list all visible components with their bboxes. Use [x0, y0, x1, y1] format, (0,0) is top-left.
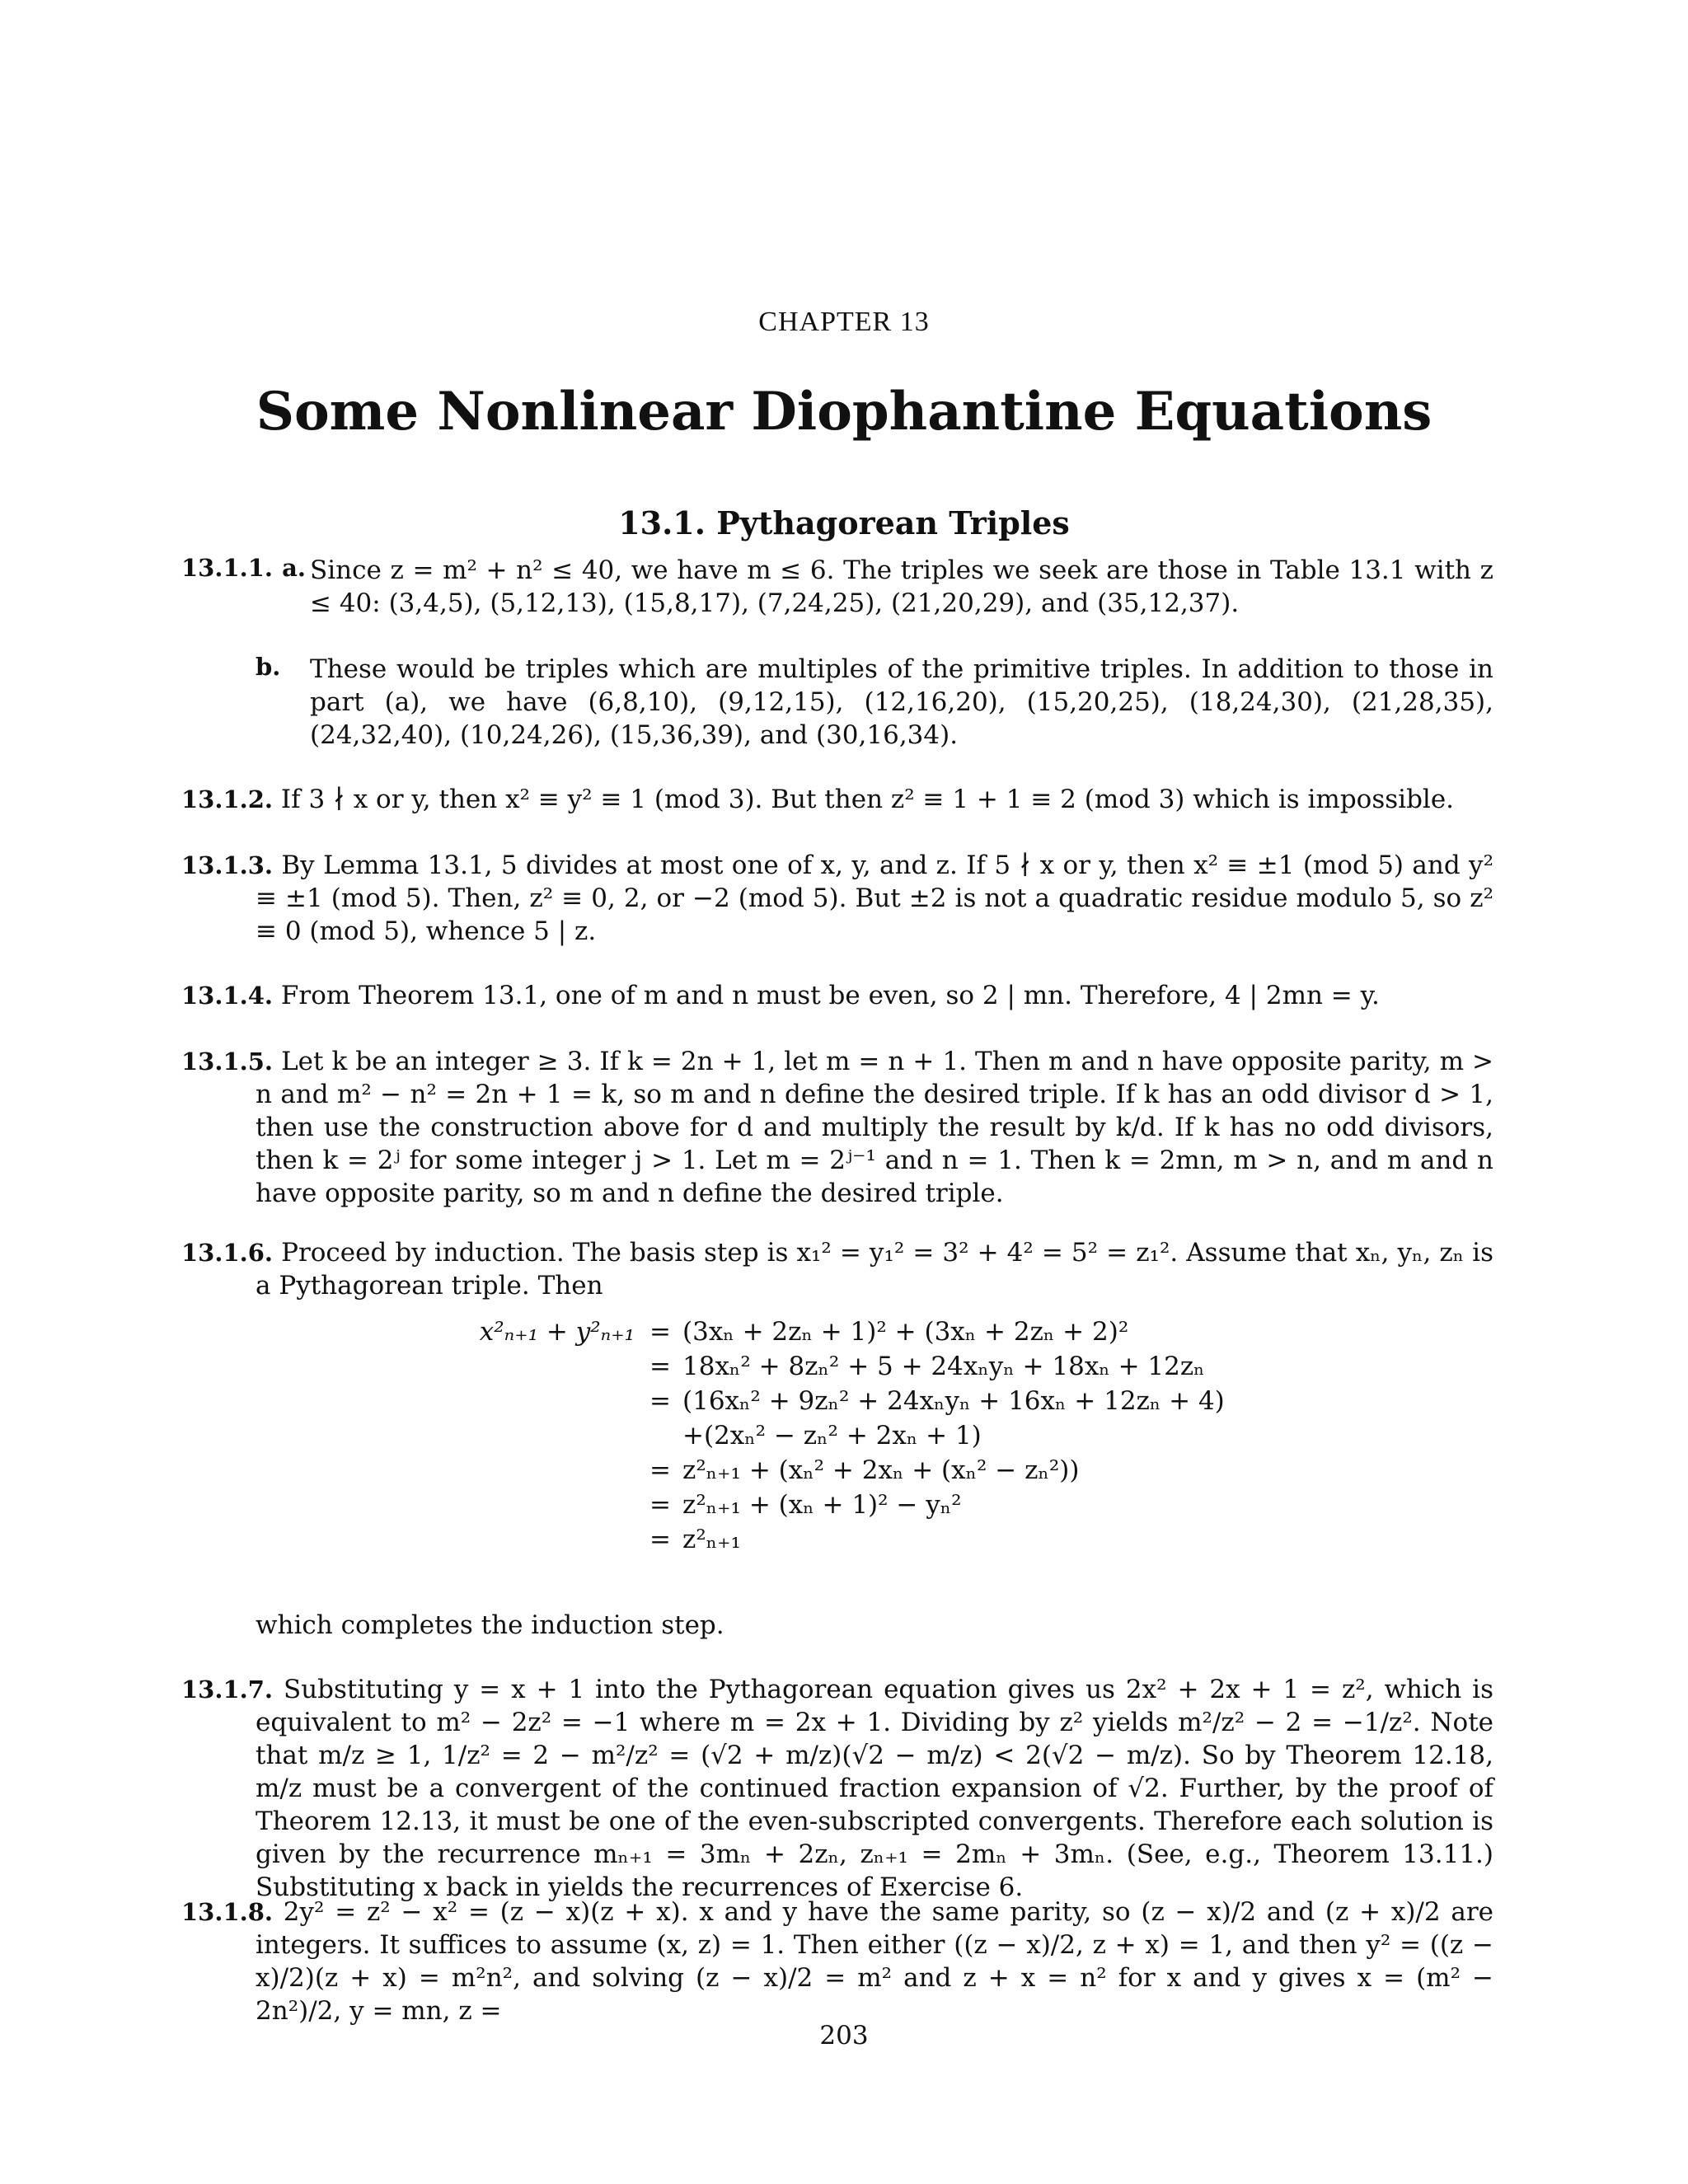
equation-row: z²ₙ₊₁ + (xₙ² + 2xₙ + (xₙ² − zₙ²))	[682, 1455, 1080, 1485]
exercise-13-1-2	[181, 783, 1493, 816]
chapter-title: Some Nonlinear Diophantine Equations	[256, 381, 1432, 443]
exercise-text: By Lemma 13.1, 5 divides at most one of x, y, and z. If 5 ∤ x or y, then x² ≡ ±1 (mod 5) and y² ≡ ±1 (mod 5). Then, z² ≡ 0, 2, or −2 (mod 5). But ±2 is not a quadratic residue modulo 5, so z² ≡ 0 (mod 5), whence 5 | z.	[256, 851, 1493, 946]
part-b-text: These would be triples which are multiples of the primitive triples. In addition to those in part (a), we have (6,8,10), (9,12,15), (12,16,20), (15,20,25), (18,24,30), (21,28,35), (24,32,40), (10,24,26), (15,36,39), and (30,16,34).	[310, 654, 1493, 750]
exercise-13-1-1-part-a	[256, 554, 1493, 620]
exercise-13-1-7	[181, 1673, 1493, 1904]
exercise-13-1-3	[181, 849, 1493, 948]
exercise-text: From Theorem 13.1, one of m and n must be even, so 2 | mn. Therefore, 4 | 2mn = y.	[280, 981, 1380, 1010]
exercise-13-1-6-closing	[256, 1609, 1493, 1642]
equals-sign: =	[649, 1317, 671, 1347]
page-number: 203	[819, 2021, 869, 2050]
exercise-text: If 3 ∤ x or y, then x² ≡ y² ≡ 1 (mod 3). But then z² ≡ 1 + 1 ≡ 2 (mod 3) which is impossible.	[280, 785, 1455, 814]
exercise-13-1-6	[181, 1236, 1493, 1302]
part-a-text: Since z = m² + n² ≤ 40, we have m ≤ 6. The triples we seek are those in Table 13.1 with z ≤ 40: (3,4,5), (5,12,13), (15,8,17), (7,24,25), (21,20,29), and (35,12,37).	[310, 555, 1493, 618]
exercise-number: 13.1.8.	[181, 1898, 274, 1926]
part-label-a: a.	[282, 554, 306, 582]
exercise-number: 13.1.3.	[181, 851, 274, 879]
exercise-13-1-1-part-b	[256, 653, 1493, 752]
exercise-text: Proceed by induction. The basis step is x₁² = y₁² = 3² + 4² = 5² = z₁². Assume that xₙ, yₙ, zₙ is a Pythagorean triple. Then	[256, 1238, 1493, 1301]
equation-row: +(2xₙ² − zₙ² + 2xₙ + 1)	[682, 1421, 982, 1451]
exercise-number: 13.1.7.	[181, 1675, 274, 1704]
exercise-text: Substituting y = x + 1 into the Pythagorean equation gives us 2x² + 2x + 1 = z², which is equivalent to m² − 2z² = −1 where m = 2x + 1. Dividing by z² yields m²/z² − 2 = −1/z². Note that m/z ≥ 1, 1/z² = 2 − m²/z² = (√2 + m/z)(√2 − m/z) < 2(√2 − m/z). So by Theorem 12.18, m/z must be a convergent of the continued fraction expansion of √2. Further, by the proof of Theorem 12.13, it must be one of the even-subscripted convergents. Therefore each solution is given by the recurrence mₙ₊₁ = 3mₙ + 2zₙ, zₙ₊₁ = 2mₙ + 3mₙ. (See, e.g., Theorem 13.11.) Substituting x back in yields the recurrences of Exercise 6.	[256, 1675, 1493, 1902]
equation-lhs: x²ₙ₊₁ + y²ₙ₊₁	[479, 1317, 635, 1347]
induction-equation	[462, 1317, 1286, 1559]
equation-row: z²ₙ₊₁	[682, 1525, 741, 1554]
equals-sign: =	[649, 1386, 671, 1416]
section-title: 13.1. Pythagorean Triples	[618, 504, 1070, 541]
equals-sign: =	[649, 1525, 671, 1554]
part-label-b: b.	[256, 653, 281, 681]
equation-row: (3xₙ + 2zₙ + 1)² + (3xₙ + 2zₙ + 2)²	[682, 1317, 1129, 1347]
exercise-number: 13.1.5.	[181, 1047, 274, 1076]
exercise-text: 2y² = z² − x² = (z − x)(z + x). x and y have the same parity, so (z − x)/2 and (z + x)/2 are integers. It suffices to assume (x, z) = 1. Then either ((z − x)/2, z + x) = 1, and then y² = ((z − x)/2)(z + x) = m²n², and solving (z − x)/2 = m² and z + x = n² for x and y gives x = (m² − 2n²)/2, y = mn, z =	[256, 1897, 1493, 2026]
exercise-13-1-8	[181, 1896, 1493, 2027]
exercise-text: Let k be an integer ≥ 3. If k = 2n + 1, let m = n + 1. Then m and n have opposite parity, m > n and m² − n² = 2n + 1 = k, so m and n define the desired triple. If k has an odd divisor d > 1, then use the construction above for d and multiply the result by k/d. If k has no odd divisors, then k = 2ʲ for some integer j > 1. Let m = 2ʲ⁻¹ and n = 1. Then k = 2mn, m > n, and m and n have opposite parity, so m and n define the desired triple.	[256, 1047, 1493, 1208]
chapter-label: CHAPTER 13	[758, 307, 930, 337]
equation-row: (16xₙ² + 9zₙ² + 24xₙyₙ + 16xₙ + 12zₙ + 4)	[682, 1386, 1225, 1416]
exercise-13-1-4	[181, 979, 1493, 1012]
equals-sign: =	[649, 1490, 671, 1520]
exercise-13-1-5	[181, 1045, 1493, 1210]
exercise-number: 13.1.6.	[181, 1239, 274, 1267]
exercise-number: 13.1.2.	[181, 785, 274, 813]
closing-text: which completes the induction step.	[256, 1610, 724, 1640]
exercise-number: 13.1.4.	[181, 982, 274, 1010]
exercise-number: 13.1.1.	[181, 554, 274, 582]
equation-row: z²ₙ₊₁ + (xₙ + 1)² − yₙ²	[682, 1490, 962, 1520]
equation-row: 18xₙ² + 8zₙ² + 5 + 24xₙyₙ + 18xₙ + 12zₙ	[682, 1352, 1205, 1381]
equals-sign: =	[649, 1455, 671, 1485]
equals-sign: =	[649, 1352, 671, 1381]
